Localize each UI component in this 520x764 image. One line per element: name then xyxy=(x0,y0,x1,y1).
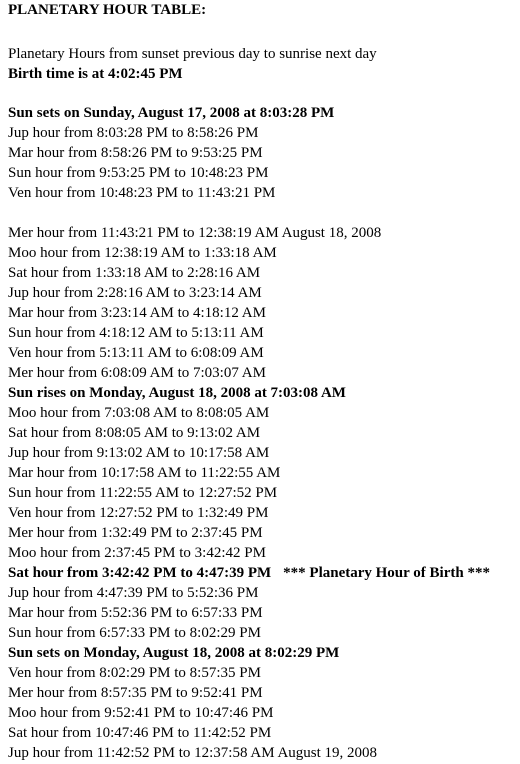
line-text: Mer hour from 8:57:35 PM to 9:52:41 PM xyxy=(8,685,263,701)
hour-group-evening xyxy=(8,103,334,203)
line-text: Ven hour from 8:02:29 PM to 8:57:35 PM xyxy=(8,665,261,681)
line-text: Ven hour from 12:27:52 PM to 1:32:49 PM xyxy=(8,505,269,521)
hour-line xyxy=(8,583,490,603)
line-text: Jup hour from 4:47:39 PM to 5:52:36 PM xyxy=(8,585,259,601)
hour-line xyxy=(8,743,490,763)
line-text: Sat hour from 1:33:18 AM to 2:28:16 AM xyxy=(8,265,261,281)
event-line xyxy=(8,643,490,663)
line-text: Ven hour from 5:13:11 AM to 6:08:09 AM xyxy=(8,345,264,361)
intro-text: Planetary Hours from sunset previous day to sunrise next day xyxy=(8,46,377,62)
birth-hour-note: *** Planetary Hour of Birth *** xyxy=(283,565,490,581)
line-text: Moo hour from 2:37:45 PM to 3:42:42 PM xyxy=(8,545,266,561)
intro-block xyxy=(8,44,377,84)
line-text: Moo hour from 7:03:08 AM to 8:08:05 AM xyxy=(8,405,270,421)
line-text: Sun rises on Monday, August 18, 2008 at 7:03:08 AM xyxy=(8,385,346,401)
hour-line xyxy=(8,423,490,443)
hour-line xyxy=(8,683,490,703)
line-text: Jup hour from 9:13:02 AM to 10:17:58 AM xyxy=(8,445,270,461)
hour-line xyxy=(8,323,490,343)
line-text: Sun hour from 6:57:33 PM to 8:02:29 PM xyxy=(8,625,261,641)
event-line xyxy=(8,563,490,583)
line-text: Jup hour from 8:03:28 PM to 8:58:26 PM xyxy=(8,125,259,141)
event-line xyxy=(8,383,490,403)
birth-time: Birth time is at 4:02:45 PM xyxy=(8,66,183,82)
hour-line xyxy=(8,363,490,383)
line-text: Moo hour from 9:52:41 PM to 10:47:46 PM xyxy=(8,705,274,721)
hour-line xyxy=(8,223,490,243)
hour-line xyxy=(8,403,490,423)
line-text: Sun hour from 11:22:55 AM to 12:27:52 PM xyxy=(8,485,278,501)
line-text: Mer hour from 11:43:21 PM to 12:38:19 AM August 18, 2008 xyxy=(8,225,382,241)
hour-line xyxy=(8,263,490,283)
hour-line xyxy=(8,343,490,363)
hour-line xyxy=(8,723,490,743)
hour-line xyxy=(8,163,334,183)
hour-line xyxy=(8,603,490,623)
line-text: Mer hour from 1:32:49 PM to 2:37:45 PM xyxy=(8,525,263,541)
line-text: Ven hour from 10:48:23 PM to 11:43:21 PM xyxy=(8,185,276,201)
line-text: Jup hour from 2:28:16 AM to 3:23:14 AM xyxy=(8,285,262,301)
line-text: Sun sets on Monday, August 18, 2008 at 8:02:29 PM xyxy=(8,645,340,661)
line-text: Sat hour from 3:42:42 PM to 4:47:39 PM xyxy=(8,565,272,581)
line-text: Sun hour from 9:53:25 PM to 10:48:23 PM xyxy=(8,165,269,181)
line-text: Jup hour from 11:42:52 PM to 12:37:58 AM August 19, 2008 xyxy=(8,745,378,761)
page-title: PLANETARY HOUR TABLE: xyxy=(8,2,207,18)
hour-line xyxy=(8,483,490,503)
hour-line xyxy=(8,523,490,543)
line-text: Mer hour from 6:08:09 AM to 7:03:07 AM xyxy=(8,365,266,381)
line-text: Sat hour from 10:47:46 PM to 11:42:52 PM xyxy=(8,725,272,741)
hour-line xyxy=(8,663,490,683)
hour-line xyxy=(8,183,334,203)
line-text: Sun sets on Sunday, August 17, 2008 at 8:03:28 PM xyxy=(8,105,335,121)
line-text: Sun hour from 4:18:12 AM to 5:13:11 AM xyxy=(8,325,264,341)
hour-line xyxy=(8,143,334,163)
line-text: Sat hour from 8:08:05 AM to 9:13:02 AM xyxy=(8,425,261,441)
hour-line xyxy=(8,243,490,263)
hour-line xyxy=(8,283,490,303)
hour-line xyxy=(8,303,490,323)
hour-line xyxy=(8,463,490,483)
hour-line xyxy=(8,443,490,463)
hour-line xyxy=(8,543,490,563)
line-text: Mar hour from 5:52:36 PM to 6:57:33 PM xyxy=(8,605,263,621)
line-text: Mar hour from 8:58:26 PM to 9:53:25 PM xyxy=(8,145,263,161)
hour-line xyxy=(8,623,490,643)
hour-group-main xyxy=(8,223,490,763)
hour-line xyxy=(8,703,490,723)
line-text: Mar hour from 10:17:58 AM to 11:22:55 AM xyxy=(8,465,281,481)
hour-line xyxy=(8,503,490,523)
line-text: Mar hour from 3:23:14 AM to 4:18:12 AM xyxy=(8,305,266,321)
line-text: Moo hour from 12:38:19 AM to 1:33:18 AM xyxy=(8,245,277,261)
event-line xyxy=(8,103,334,123)
hour-line xyxy=(8,123,334,143)
